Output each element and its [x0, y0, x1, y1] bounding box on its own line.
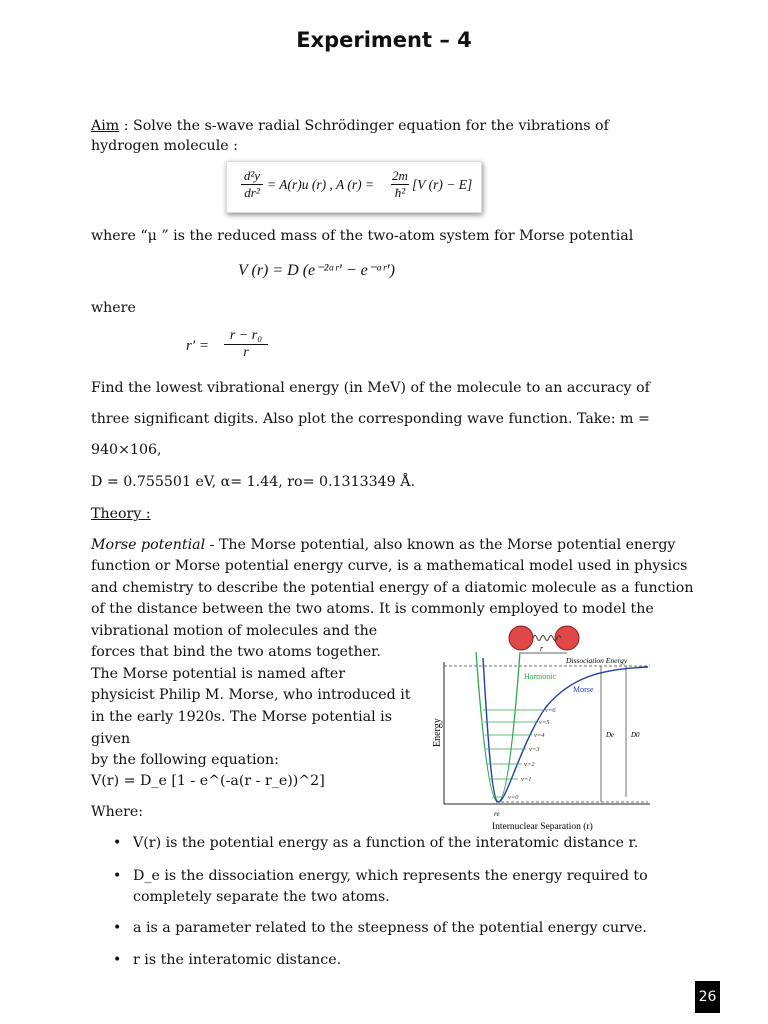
bullet-dot-2: •: [113, 868, 122, 884]
bullet-1: V(r) is the potential energy as a function of the interatomic distance r.: [133, 835, 639, 851]
x-axis-label: Internuclear Separation (r): [492, 822, 593, 832]
theory-line-0: [91, 535, 675, 557]
aim-line-2: hydrogen molecule :: [91, 138, 238, 154]
theory-line-4: vibrational motion of molecules and the: [91, 623, 378, 639]
theory-line-3: of the distance between the two atoms. It is commonly employed to model the: [91, 601, 654, 617]
aim-text: : Solve the s-wave radial Schrödinger equation for the vibrations of: [119, 118, 609, 134]
theory-heading: Theory :: [91, 506, 151, 522]
page-title: Experiment – 4: [296, 28, 472, 52]
aim-label: Aim: [91, 118, 120, 134]
re-label: re: [494, 810, 500, 818]
where-label-2: Where:: [91, 804, 144, 820]
level-label-6: v=6: [545, 707, 556, 714]
eq1-middle: = A(r)u (r) , A (r) =: [267, 177, 375, 192]
level-label-3: v=3: [529, 746, 540, 753]
r-label: r: [540, 644, 544, 653]
theory-line-6: The Morse potential is named after: [91, 666, 346, 682]
task-line-2: three significant digits. Also plot the corresponding wave function. Take: m =: [91, 411, 650, 427]
theory-italic: Morse potential: [91, 537, 206, 553]
eq1-frac-denominator: ħ²: [394, 185, 406, 200]
morse-label: Morse: [573, 685, 594, 694]
harmonic-curve: [476, 652, 520, 802]
task-line-3: 940×106,: [91, 442, 162, 458]
equation-2: V (r) = D (e⁻²ᵃʳ′ − e⁻ᵃʳ′): [238, 262, 395, 279]
level-label-0: v=0: [508, 794, 519, 801]
theory-line-11: V(r) = D_e [1 - e^(-a(r - r_e))^2]: [91, 773, 325, 789]
theory-line-10: by the following equation:: [91, 752, 279, 768]
d0-label: D0: [631, 731, 640, 739]
eq3-denominator: r: [243, 345, 249, 360]
theory-line-8: in the early 1920s. The Morse potential is: [91, 709, 392, 725]
eq1-lhs-numerator: d²y: [241, 168, 263, 185]
bullet-2: D_e is the dissociation energy, which represents the energy required to: [133, 868, 648, 884]
dissociation-label: Dissociation Energy: [566, 656, 628, 665]
de-label: De: [606, 731, 615, 739]
aim-line-1: [91, 116, 609, 138]
equation-box: [226, 161, 482, 213]
energy-label: Energy: [432, 718, 443, 747]
atom-left: [509, 626, 533, 650]
eq1-lhs-denominator: dr²: [244, 185, 260, 200]
level-label-5: v=5: [539, 719, 550, 726]
page-number: 26: [695, 981, 720, 1013]
bullet-dot-3: •: [113, 920, 122, 936]
mu-text: where “μ ” is the reduced mass of the two-atom system for Morse potential: [91, 228, 634, 244]
theory-line-1: function or Morse potential energy curve, is a mathematical model used in physics: [91, 558, 688, 574]
level-label-4: v=4: [534, 732, 545, 739]
theory-line-2: and chemistry to describe the potential energy of a diatomic molecule as a function: [91, 580, 694, 596]
theory-line-9: given: [91, 731, 131, 747]
atom-right: [555, 626, 579, 650]
morse-curve: [483, 658, 648, 802]
theory-line-7: physicist Philip M. Morse, who introduced it: [91, 687, 411, 703]
eq3-lhs: r′ =: [186, 338, 209, 354]
bullet-4: r is the interatomic distance.: [133, 952, 342, 968]
theory-line-0-rest: - The Morse potential, also known as the Morse potential energy: [205, 537, 676, 553]
bullet-dot-4: •: [113, 952, 122, 968]
eq3-numerator: r − r₀: [224, 328, 268, 345]
morse-potential-figure: [426, 622, 650, 834]
eq1-rhs: [V (r) − E]: [412, 177, 473, 192]
task-line-4: D = 0.755501 eV, α= 1.44, ro= 0.1313349 Å.: [91, 474, 415, 490]
bullet-3: a is a parameter related to the steepness of the potential energy curve.: [133, 920, 647, 936]
task-line-1: Find the lowest vibrational energy (in MeV) of the molecule to an accuracy of: [91, 380, 650, 396]
harmonic-label: Harmonic: [524, 672, 556, 681]
eq1-frac-numerator: 2m: [392, 168, 408, 183]
where-label: where: [91, 300, 136, 316]
bullet-dot-1: •: [113, 835, 122, 851]
bullet-2-cont: completely separate the two atoms.: [133, 889, 390, 905]
level-label-2: v=2: [524, 761, 535, 768]
theory-line-5: forces that bind the two atoms together.: [91, 644, 381, 660]
level-label-1: v=1: [521, 776, 532, 783]
